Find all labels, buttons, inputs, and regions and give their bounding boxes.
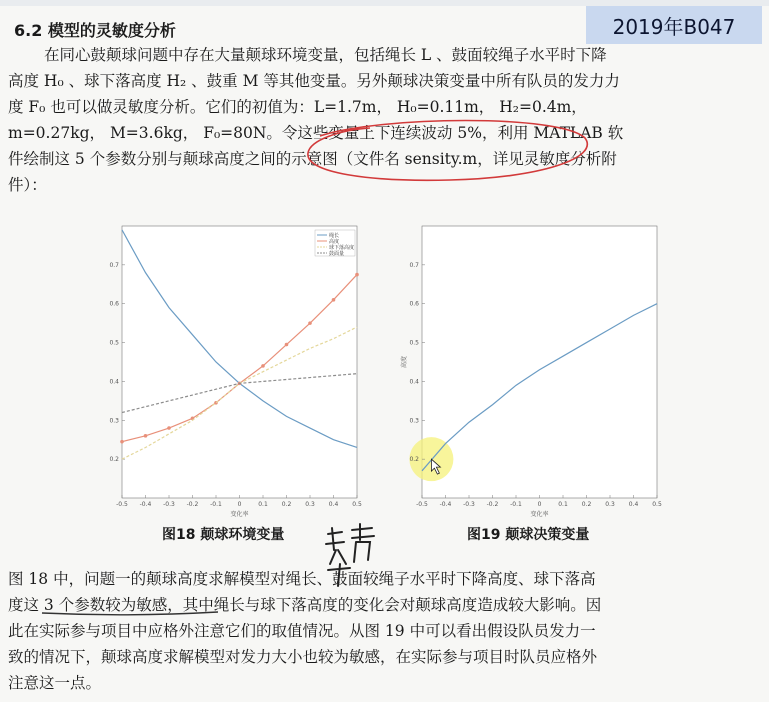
y-tick-label: 0.7 bbox=[109, 261, 119, 269]
data-point bbox=[332, 298, 336, 302]
x-tick-label: 0.2 bbox=[581, 501, 592, 508]
legend-entry: 球下落高度 bbox=[329, 244, 355, 251]
data-point bbox=[308, 321, 312, 325]
text-line: 致的情况下，颠球高度求解模型对发力大小也较为敏感，在实际参与项目时队员应格外 bbox=[8, 648, 598, 666]
y-tick-label: 0.5 bbox=[409, 339, 419, 347]
x-tick-label: 0 bbox=[237, 501, 242, 508]
y-tick-label: 0.5 bbox=[109, 339, 119, 347]
x-tick-label: -0.5 bbox=[116, 501, 128, 508]
legend-entry: 高度 bbox=[329, 238, 340, 245]
text-line: 图 18 中，问题一的颠球高度求解模型对绳长、鼓面较绳子水平时下降高度、球下落高 bbox=[8, 570, 596, 588]
legend-entry: 鼓面量 bbox=[329, 250, 345, 257]
y-tick-label: 0.4 bbox=[109, 378, 119, 386]
x-axis-label: 变化率 bbox=[530, 511, 549, 518]
document-tag: 2019年B047 bbox=[586, 6, 762, 44]
y-axis-label: 高度 bbox=[401, 355, 408, 369]
text-line: 件）： bbox=[8, 176, 47, 194]
text-line: m=0.27kg， M=3.6kg， F₀=80N。令这些变量上下连续波动 5%，利用 MATLAB 软 bbox=[8, 124, 624, 142]
x-tick-label: 0.4 bbox=[628, 501, 639, 508]
text-line: 件绘制这 5 个参数分别与颠球高度之间的示意图（文件名 sensity.m，详见灵敏度分析附 bbox=[8, 150, 617, 168]
analysis-paragraph bbox=[8, 566, 760, 696]
red-circle-annotation bbox=[300, 108, 600, 198]
y-tick-label: 0.2 bbox=[109, 456, 119, 464]
x-tick-label: -0.1 bbox=[510, 501, 522, 508]
figure-19-caption: 图19 颠球决策变量 bbox=[467, 527, 590, 543]
text-line: 在同心鼓颠球问题中存在大量颠球环境变量，包括绳长 L 、鼓面较绳子水平时下降 bbox=[44, 46, 607, 64]
x-tick-label: 0.3 bbox=[605, 501, 615, 508]
x-tick-label: 0.1 bbox=[558, 501, 568, 508]
x-tick-label: -0.4 bbox=[439, 501, 452, 508]
legend-entry: 绳长 bbox=[329, 232, 340, 239]
x-tick-label: -0.5 bbox=[416, 501, 428, 508]
y-tick-label: 0.3 bbox=[409, 417, 419, 425]
y-tick-label: 0.4 bbox=[409, 378, 419, 386]
data-point bbox=[167, 426, 171, 430]
x-tick-label: 0.5 bbox=[352, 501, 362, 508]
y-tick-label: 0.3 bbox=[109, 417, 119, 425]
x-tick-label: 0.1 bbox=[258, 501, 268, 508]
data-point bbox=[285, 343, 289, 347]
figure-19-chart bbox=[400, 218, 665, 518]
section-title: 6.2 模型的灵敏度分析 bbox=[14, 21, 176, 40]
y-tick-label: 0.6 bbox=[409, 300, 419, 308]
data-point bbox=[144, 434, 148, 438]
data-point bbox=[120, 440, 124, 444]
plot-area bbox=[422, 226, 657, 498]
text-line: 度 F₀ 也可以做灵敏度分析。它们的初值为：L=1.7m， H₀=0.11m， H₂=0.4m， bbox=[8, 98, 587, 116]
x-tick-label: -0.2 bbox=[486, 501, 499, 508]
x-tick-label: -0.4 bbox=[139, 501, 152, 508]
x-axis-label: 变化率 bbox=[230, 511, 249, 518]
text-line: 高度 H₀ 、球下落高度 H₂ 、鼓重 M 等其他变量。另外颠球决策变量中所有队员的发力力 bbox=[8, 72, 620, 90]
text-line: 此在实际参与项目中应格外注意它们的取值情况。从图 19 中可以看出假设队员发力一 bbox=[8, 622, 596, 640]
x-tick-label: 0.2 bbox=[281, 501, 292, 508]
y-tick-label: 0.6 bbox=[109, 300, 119, 308]
x-tick-label: 0.4 bbox=[328, 501, 339, 508]
text-line: 度这 3 个参数较为敏感，其中绳长与球下落高度的变化会对颠球高度造成较大影响。因 bbox=[8, 596, 602, 614]
data-point bbox=[261, 364, 265, 368]
plot-area bbox=[122, 226, 357, 498]
text-line: 注意这一点。 bbox=[8, 674, 102, 692]
figure-18-caption: 图18 颠球环境变量 bbox=[162, 527, 285, 543]
y-tick-label: 0.7 bbox=[409, 261, 419, 269]
underline-annotation bbox=[40, 608, 220, 618]
y-tick-label: 0.2 bbox=[409, 456, 419, 464]
x-tick-label: -0.3 bbox=[163, 501, 175, 508]
x-tick-label: -0.1 bbox=[210, 501, 222, 508]
x-tick-label: 0 bbox=[537, 501, 542, 508]
figure-18-chart bbox=[100, 218, 365, 518]
x-tick-label: -0.2 bbox=[186, 501, 199, 508]
x-tick-label: 0.5 bbox=[652, 501, 662, 508]
x-tick-label: 0.3 bbox=[305, 501, 315, 508]
x-tick-label: -0.3 bbox=[463, 501, 475, 508]
data-point bbox=[355, 273, 359, 277]
